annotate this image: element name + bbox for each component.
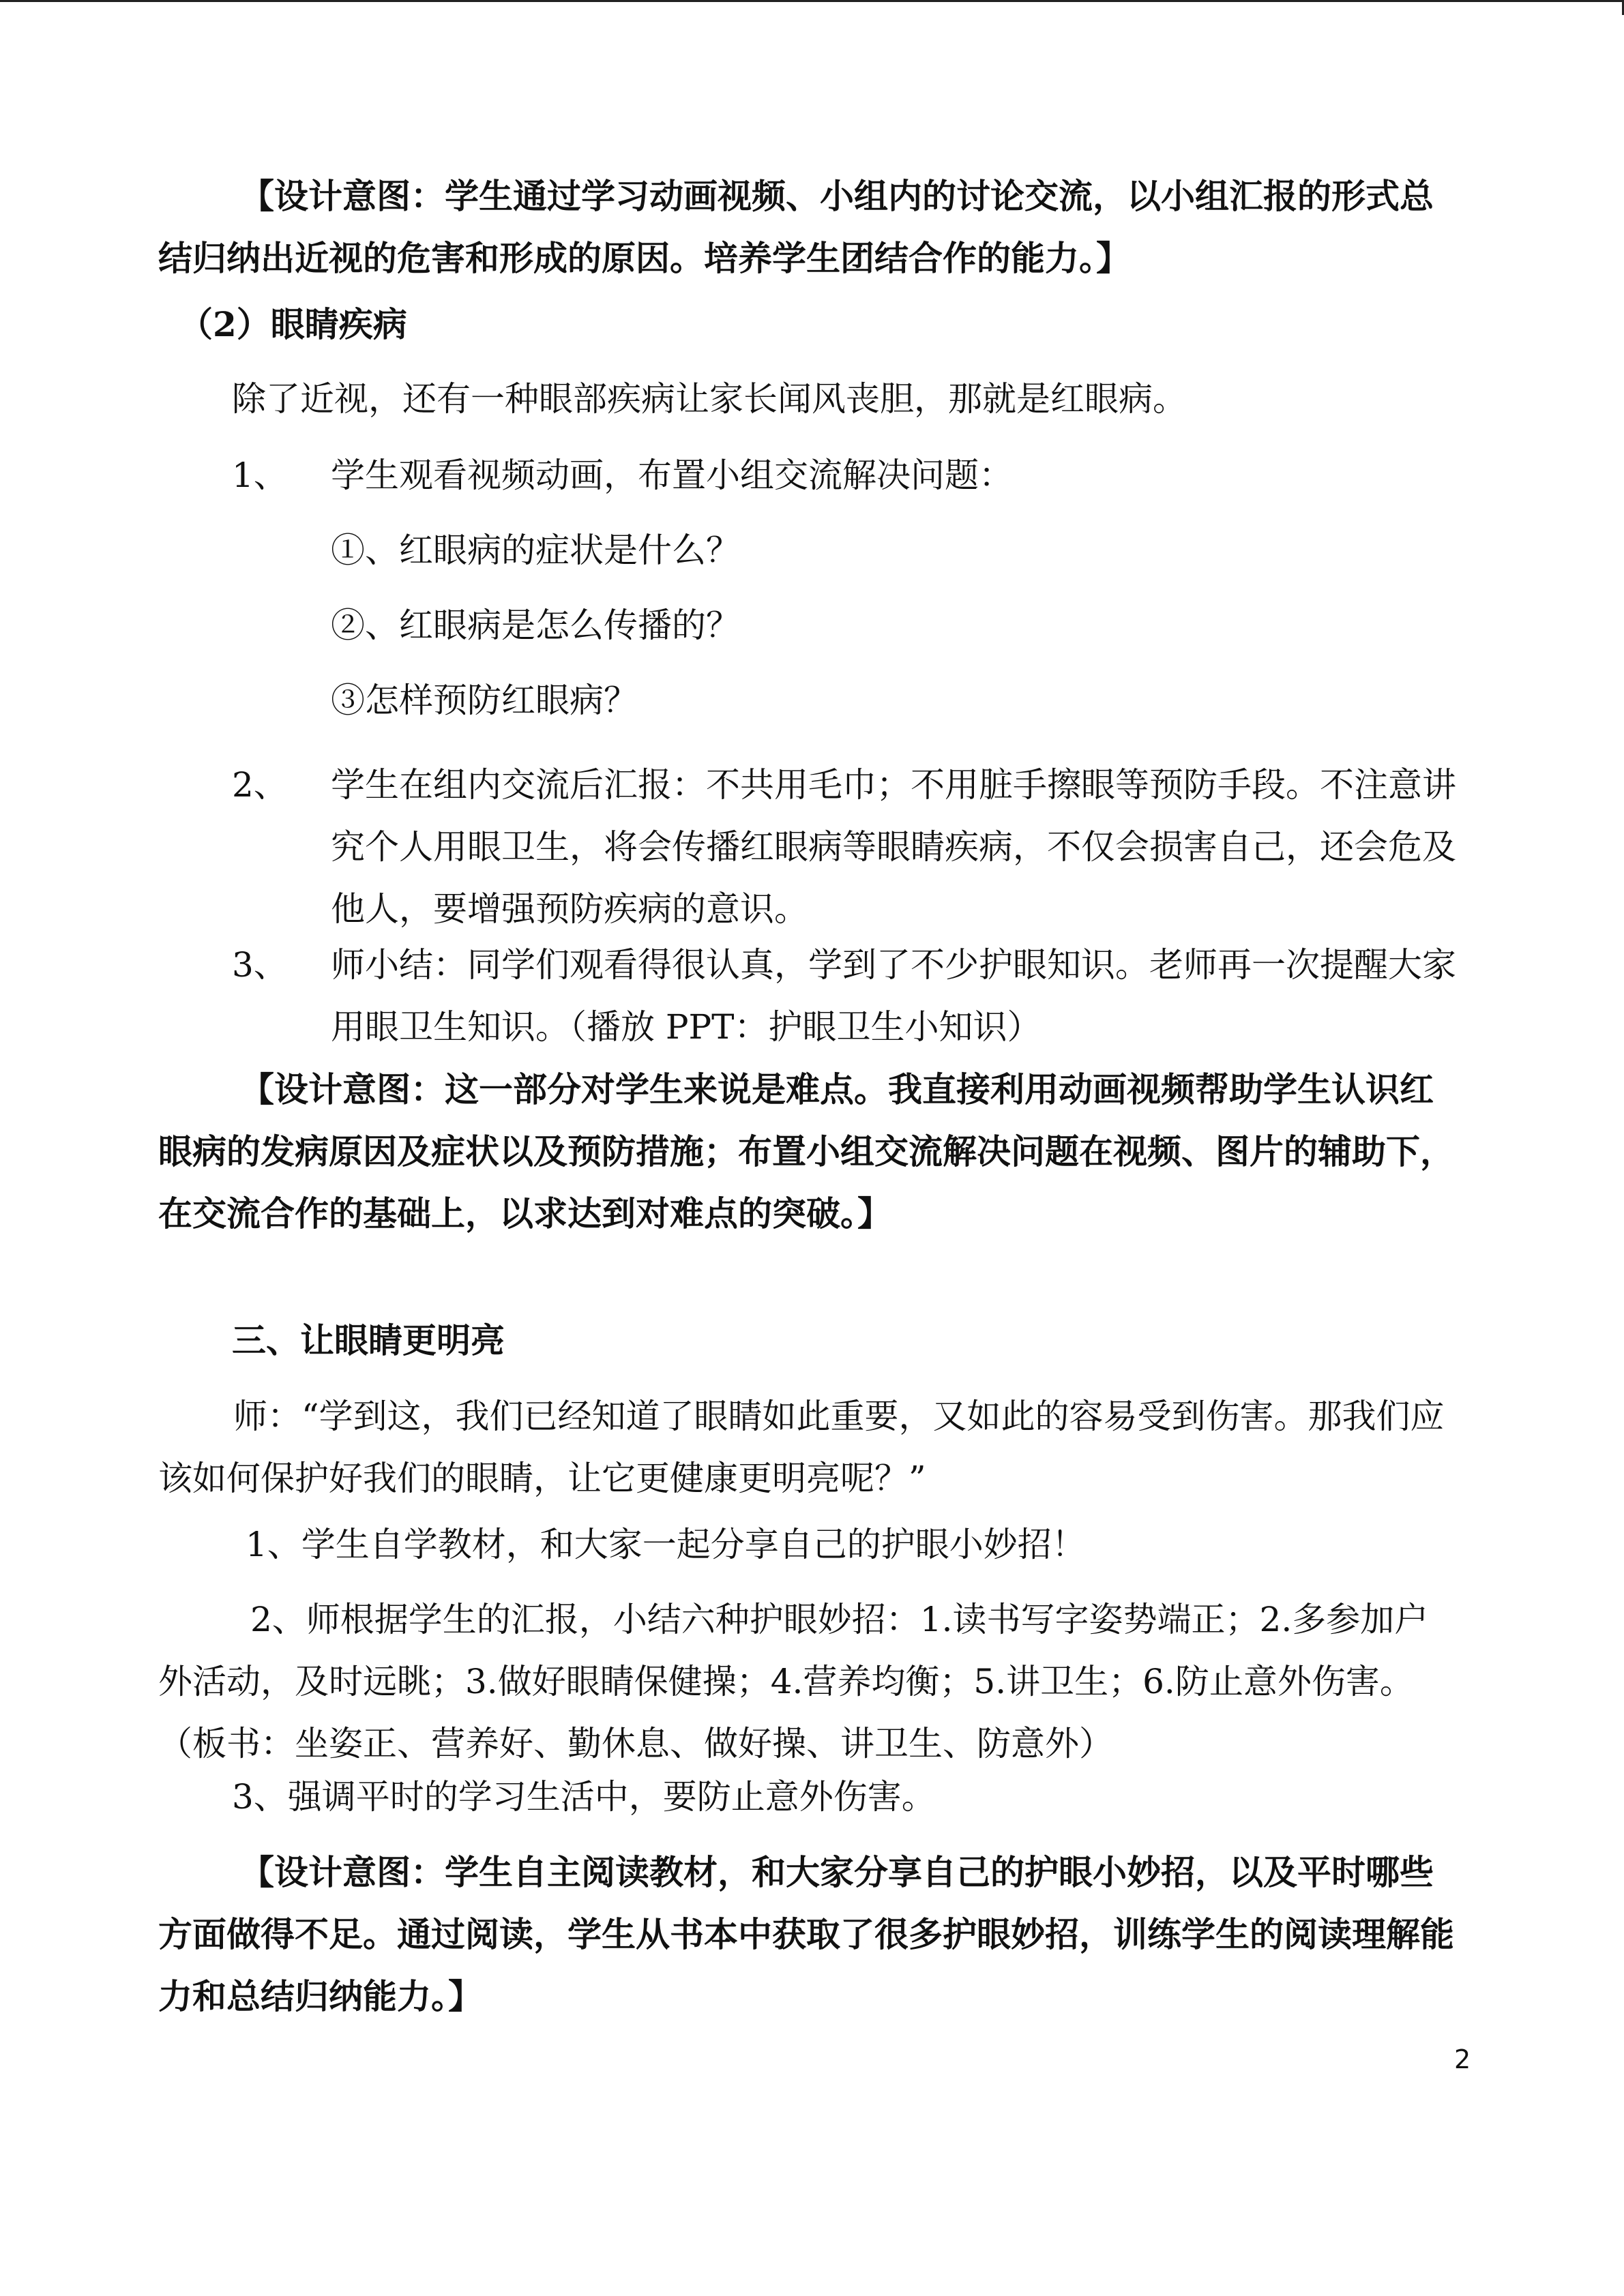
design-intent-2 <box>158 1058 1454 1244</box>
teacher-quote <box>158 1386 1454 1510</box>
teacher-quote-text: 师：“学到这，我们已经知道了眼睛如此重要，又如此的容易受到伤害。那我们应该如何保护好我们的眼睛，让它更健康更明亮呢？” <box>158 1397 1445 1498</box>
list-item-step-3 <box>232 934 1460 1058</box>
step-2-text: 学生在组内交流后汇报：不共用毛巾；不用脏手擦眼等预防手段。不注意讲究个人用眼卫生，将会传播红眼病等眼睛疾病，不仅会损害自己，还会危及他人，要增强预防疾病的意识。 <box>331 765 1456 929</box>
design-intent-3 <box>158 1841 1454 2027</box>
subheading-eye-disease-text: （2）眼睛疾病 <box>179 304 407 344</box>
question-3 <box>331 670 1422 732</box>
design-intent-1-text: 【设计意图：学生通过学习动画视频、小组内的讨论交流，以小组汇报的形式总结归纳出近视的危害和形成的原因。培养学生团结合作的能力。】 <box>158 176 1434 278</box>
intro-pinkeye <box>232 368 1460 430</box>
question-2-text: ②、红眼病是怎么传播的？ <box>331 606 740 645</box>
intro-pinkeye-text: 除了近视，还有一种眼部疾病让家长闻风丧胆，那就是红眼病。 <box>232 379 1187 419</box>
step-2-number: 2、 <box>232 765 288 805</box>
step-3-number: 3、 <box>232 945 288 985</box>
question-2 <box>331 595 1422 657</box>
section-three-heading-text: 三、让眼睛更明亮 <box>232 1320 505 1360</box>
step-3-text: 师小结：同学们观看得很认真，学到了不少护眼知识。老师再一次提醒大家用眼卫生知识。（播放 PPT：护眼卫生小知识） <box>331 945 1456 1047</box>
subheading-eye-disease <box>179 293 1406 355</box>
item-2-text: 2、师根据学生的汇报，小结六种护眼妙招：1.读书写字姿势端正；2.多参加户外活动，及时远眺；3.做好眼睛保健操；4.营养均衡；5.讲卫生；6.防止意外伤害。（板书：坐姿正、营养好、勤休息、做好操、讲卫生、防意外） <box>158 1600 1429 1763</box>
design-intent-3-text: 【设计意图：学生自主阅读教材，和大家分享自己的护眼小妙招，以及平时哪些方面做得不足。通过阅读，学生从书本中获取了很多护眼妙招，训练学生的阅读理解能力和总结归纳能力。】 <box>158 1852 1454 2016</box>
step-1-text: 学生观看视频动画，布置小组交流解决问题： <box>331 456 1013 495</box>
step-1-number: 1、 <box>232 456 288 495</box>
page-number: 2 <box>1454 2044 1471 2074</box>
design-intent-1 <box>158 165 1454 289</box>
page-top-border <box>0 0 1624 2</box>
item-3-text: 3、强调平时的学习生活中，要防止意外伤害。 <box>232 1777 936 1817</box>
item-1 <box>246 1514 1473 1576</box>
section-three-heading <box>232 1309 1460 1371</box>
item-1-text: 1、学生自学教材，和大家一起分享自己的护眼小妙招！ <box>246 1525 1086 1564</box>
list-item-step-2 <box>232 754 1460 940</box>
question-1 <box>331 520 1422 582</box>
list-item-step-1 <box>232 445 1460 507</box>
question-3-text: ③怎样预防红眼病？ <box>331 681 638 720</box>
question-1-text: ①、红眼病的症状是什么？ <box>331 531 740 570</box>
item-2 <box>158 1589 1454 1775</box>
design-intent-2-text: 【设计意图：这一部分对学生来说是难点。我直接利用动画视频帮助学生认识红眼病的发病原因及症状以及预防措施；布置小组交流解决问题在视频、图片的辅助下，在交流合作的基础上，以求达到对难点的突破。】 <box>158 1069 1454 1234</box>
item-3 <box>232 1766 1460 1828</box>
